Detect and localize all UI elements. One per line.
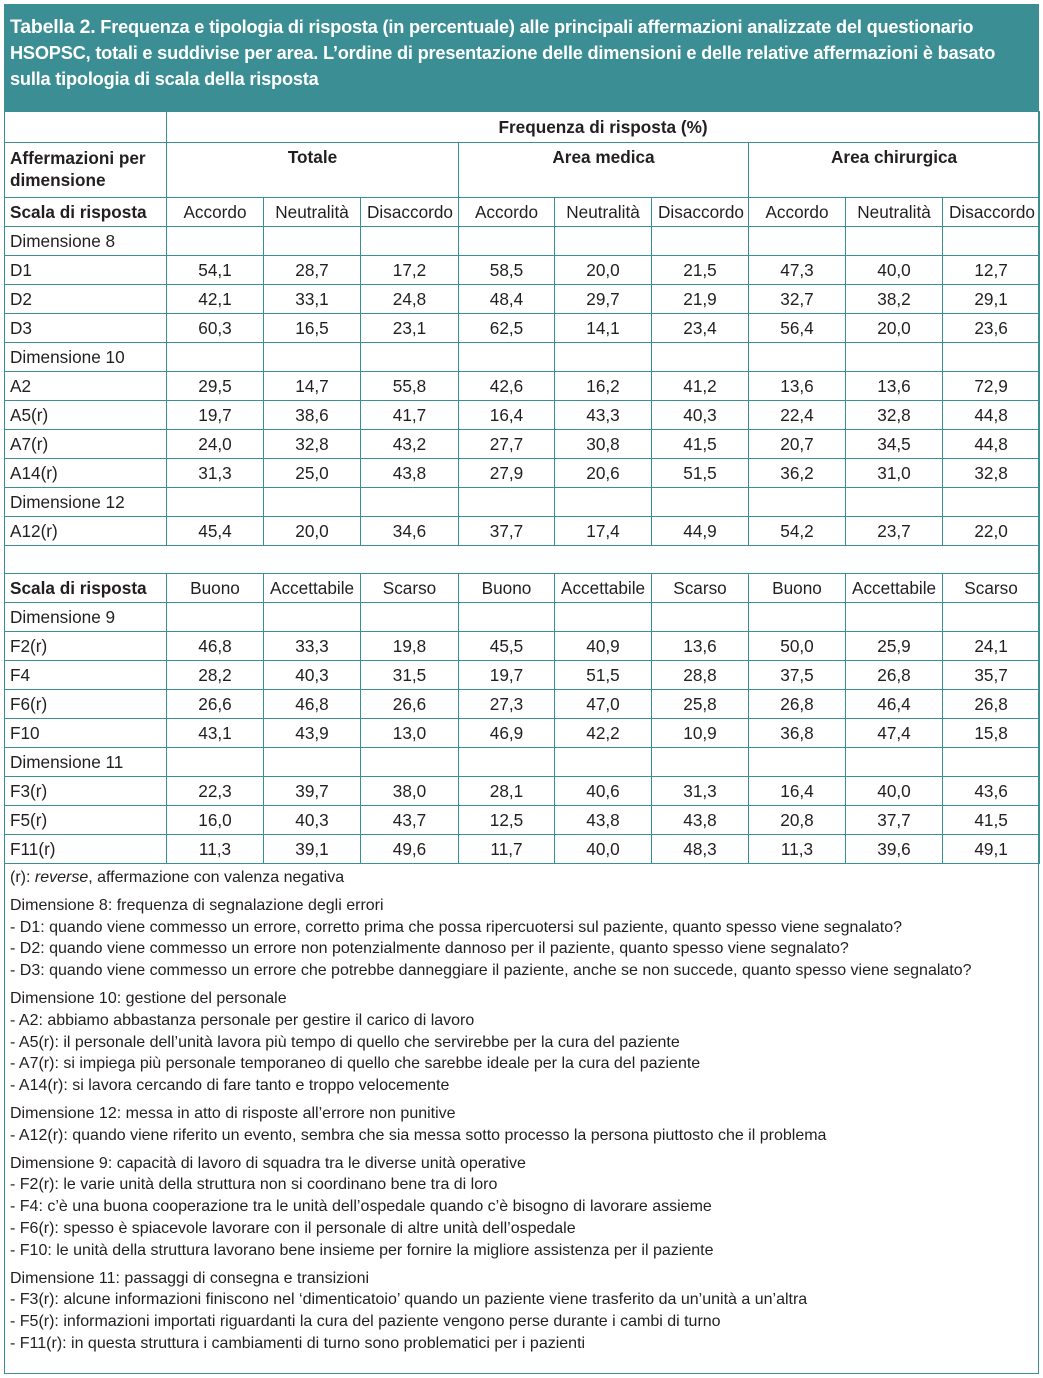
value-cell: 42,6 [459, 372, 555, 401]
value-cell: 32,8 [264, 430, 361, 459]
value-cell: 39,6 [846, 835, 943, 864]
scale-header: Scarso [361, 574, 459, 603]
scale-row [5, 198, 1040, 227]
empty-cell [361, 748, 459, 777]
value-cell: 20,6 [555, 459, 652, 488]
value-cell: 37,5 [749, 661, 846, 690]
value-cell: 55,8 [361, 372, 459, 401]
value-cell: 48,3 [652, 835, 749, 864]
value-cell: 40,0 [555, 835, 652, 864]
empty-cell [749, 343, 846, 372]
value-cell: 33,3 [264, 632, 361, 661]
value-cell: 12,5 [459, 806, 555, 835]
group-header: Area medica [459, 143, 749, 198]
value-cell: 20,0 [846, 314, 943, 343]
scale-header: Accordo [167, 198, 264, 227]
table-row [5, 285, 1040, 314]
value-cell: 43,3 [555, 401, 652, 430]
note-line: - D1: quando viene commesso un errore, corretto prima che possa ripercuotersi sul paziente, quanto spesso viene segnalato? [10, 918, 903, 936]
row-item: F3(r) [5, 777, 167, 806]
value-cell: 25,9 [846, 632, 943, 661]
empty-cell [361, 603, 459, 632]
value-cell: 36,8 [749, 719, 846, 748]
value-cell: 19,7 [167, 401, 264, 430]
scale-header: Buono [167, 574, 264, 603]
value-cell: 26,8 [749, 690, 846, 719]
value-cell: 43,8 [652, 806, 749, 835]
value-cell: 40,3 [264, 661, 361, 690]
row-item: F11(r) [5, 835, 167, 864]
note-line: - F6(r): spesso è spiacevole lavorare con il personale di altre unità dell’ospedale [10, 1219, 576, 1237]
header-row-super [5, 112, 1040, 143]
empty-cell [264, 748, 361, 777]
value-cell: 25,8 [652, 690, 749, 719]
note-group [10, 1153, 1039, 1262]
empty-cell [846, 488, 943, 517]
empty-cell [943, 748, 1040, 777]
corner-cell [5, 112, 167, 143]
section-row [5, 227, 1040, 256]
table-row [5, 430, 1040, 459]
value-cell: 40,3 [652, 401, 749, 430]
value-cell: 17,2 [361, 256, 459, 285]
value-cell: 14,7 [264, 372, 361, 401]
value-cell: 27,3 [459, 690, 555, 719]
value-cell: 49,1 [943, 835, 1040, 864]
value-cell: 38,0 [361, 777, 459, 806]
value-cell: 31,3 [167, 459, 264, 488]
empty-cell [943, 343, 1040, 372]
note-line: - F5(r): informazioni importati riguardanti la cura del paziente vengono perse durante i cambi di turno [10, 1313, 721, 1331]
value-cell: 26,8 [943, 690, 1040, 719]
empty-cell [167, 748, 264, 777]
row-item: A12(r) [5, 517, 167, 546]
value-cell: 40,3 [264, 806, 361, 835]
section-row [5, 603, 1040, 632]
value-cell: 41,5 [652, 430, 749, 459]
header-row-groups [5, 143, 1040, 198]
empty-cell [459, 603, 555, 632]
value-cell: 16,4 [749, 777, 846, 806]
value-cell: 42,1 [167, 285, 264, 314]
scale-header: Neutralità [555, 198, 652, 227]
scale-row [5, 574, 1040, 603]
value-cell: 20,7 [749, 430, 846, 459]
value-cell: 17,4 [555, 517, 652, 546]
value-cell: 20,0 [264, 517, 361, 546]
note-group [10, 1268, 1039, 1355]
group-header: Area chirurgica [749, 143, 1040, 198]
caption-label: Tabella 2. [10, 16, 96, 38]
value-cell: 39,7 [264, 777, 361, 806]
value-cell: 54,2 [749, 517, 846, 546]
row-item: F10 [5, 719, 167, 748]
value-cell: 47,4 [846, 719, 943, 748]
value-cell: 22,3 [167, 777, 264, 806]
row-item: D2 [5, 285, 167, 314]
empty-cell [459, 343, 555, 372]
value-cell: 32,8 [846, 401, 943, 430]
empty-cell [264, 603, 361, 632]
empty-cell [749, 748, 846, 777]
value-cell: 23,4 [652, 314, 749, 343]
scale-header: Disaccordo [943, 198, 1040, 227]
value-cell: 24,8 [361, 285, 459, 314]
value-cell: 20,0 [555, 256, 652, 285]
value-cell: 51,5 [652, 459, 749, 488]
value-cell: 20,8 [749, 806, 846, 835]
empty-cell [749, 603, 846, 632]
reverse-note-word: reverse [34, 869, 89, 886]
empty-cell [555, 488, 652, 517]
empty-cell [846, 227, 943, 256]
empty-cell [749, 227, 846, 256]
value-cell: 28,2 [167, 661, 264, 690]
value-cell: 44,8 [943, 430, 1040, 459]
table-notes [4, 864, 1039, 1355]
note-line: - A2: abbiamo abbastanza personale per gestire il carico di lavoro [10, 1011, 475, 1029]
table-row [5, 459, 1040, 488]
table-caption [4, 4, 1039, 111]
value-cell: 46,9 [459, 719, 555, 748]
data-table [4, 111, 1040, 864]
value-cell: 43,6 [943, 777, 1040, 806]
value-cell: 43,1 [167, 719, 264, 748]
note-line: - A7(r): si impiega più personale temporaneo di quello che sarebbe ideale per la cura del paziente [10, 1055, 701, 1073]
value-cell: 29,7 [555, 285, 652, 314]
note-group [10, 895, 1039, 982]
section-title: Dimensione 10 [5, 343, 167, 372]
value-cell: 16,4 [459, 401, 555, 430]
empty-cell [361, 488, 459, 517]
scale-header: Disaccordo [652, 198, 749, 227]
row-item: A5(r) [5, 401, 167, 430]
section-title: Dimensione 8 [5, 227, 167, 256]
scale-header: Buono [749, 574, 846, 603]
note-group [10, 988, 1039, 1097]
value-cell: 28,1 [459, 777, 555, 806]
note-line: - A12(r): quando viene riferito un evento, sembra che sia messa sotto processo la persona piuttosto che il problema [10, 1126, 827, 1144]
value-cell: 10,9 [652, 719, 749, 748]
empty-cell [943, 488, 1040, 517]
section-row [5, 488, 1040, 517]
value-cell: 43,9 [264, 719, 361, 748]
value-cell: 42,2 [555, 719, 652, 748]
value-cell: 34,6 [361, 517, 459, 546]
value-cell: 22,0 [943, 517, 1040, 546]
value-cell: 45,5 [459, 632, 555, 661]
empty-cell [652, 488, 749, 517]
row-item: A7(r) [5, 430, 167, 459]
scale-label: Scala di risposta [5, 198, 167, 227]
empty-cell [846, 748, 943, 777]
empty-cell [652, 227, 749, 256]
scale-label: Scala di risposta [5, 574, 167, 603]
note-group-title: Dimensione 11: passaggi di consegna e transizioni [10, 1269, 370, 1287]
value-cell: 41,7 [361, 401, 459, 430]
row-label-header: Affermazioni per dimensione [5, 143, 167, 198]
value-cell: 16,0 [167, 806, 264, 835]
row-item: D1 [5, 256, 167, 285]
table-row [5, 835, 1040, 864]
value-cell: 13,6 [652, 632, 749, 661]
value-cell: 36,2 [749, 459, 846, 488]
section-title: Dimensione 9 [5, 603, 167, 632]
value-cell: 47,0 [555, 690, 652, 719]
empty-cell [459, 488, 555, 517]
value-cell: 44,9 [652, 517, 749, 546]
value-cell: 16,2 [555, 372, 652, 401]
table-row [5, 661, 1040, 690]
value-cell: 26,6 [361, 690, 459, 719]
value-cell: 43,8 [361, 459, 459, 488]
note-line: - A14(r): si lavora cercando di fare tanto e troppo velocemente [10, 1077, 450, 1095]
value-cell: 37,7 [846, 806, 943, 835]
value-cell: 35,7 [943, 661, 1040, 690]
scale-header: Scarso [943, 574, 1040, 603]
value-cell: 11,3 [167, 835, 264, 864]
value-cell: 38,6 [264, 401, 361, 430]
value-cell: 40,9 [555, 632, 652, 661]
value-cell: 27,7 [459, 430, 555, 459]
value-cell: 46,4 [846, 690, 943, 719]
value-cell: 13,6 [749, 372, 846, 401]
spacer-cell [5, 546, 1040, 574]
note-line: - F3(r): alcune informazioni finiscono nel ‘dimenticatoio’ quando un paziente viene trasferito da un’unità a un’altra [10, 1291, 808, 1309]
note-group-title: Dimensione 9: capacità di lavoro di squadra tra le diverse unità operative [10, 1154, 526, 1172]
empty-cell [652, 343, 749, 372]
section-title: Dimensione 12 [5, 488, 167, 517]
value-cell: 28,8 [652, 661, 749, 690]
value-cell: 12,7 [943, 256, 1040, 285]
note-group-title: Dimensione 12: messa in atto di risposte all’errore non punitive [10, 1104, 456, 1122]
scale-header: Accettabile [264, 574, 361, 603]
value-cell: 31,0 [846, 459, 943, 488]
value-cell: 24,0 [167, 430, 264, 459]
table-row [5, 777, 1040, 806]
value-cell: 43,2 [361, 430, 459, 459]
empty-cell [846, 343, 943, 372]
scale-header: Accettabile [555, 574, 652, 603]
scale-header: Neutralità [264, 198, 361, 227]
value-cell: 19,8 [361, 632, 459, 661]
scale-header: Neutralità [846, 198, 943, 227]
row-item: D3 [5, 314, 167, 343]
value-cell: 45,4 [167, 517, 264, 546]
value-cell: 41,2 [652, 372, 749, 401]
value-cell: 13,6 [846, 372, 943, 401]
section-title: Dimensione 11 [5, 748, 167, 777]
value-cell: 31,3 [652, 777, 749, 806]
table-row [5, 401, 1040, 430]
note-line: - F2(r): le varie unità della struttura non si coordinano bene tra di loro [10, 1176, 498, 1194]
empty-cell [167, 343, 264, 372]
note-line: - D2: quando viene commesso un errore non potenzialmente dannoso per il paziente, quanto spesso viene segnalato? [10, 940, 849, 958]
value-cell: 72,9 [943, 372, 1040, 401]
empty-cell [167, 603, 264, 632]
value-cell: 23,6 [943, 314, 1040, 343]
value-cell: 29,1 [943, 285, 1040, 314]
empty-cell [555, 227, 652, 256]
value-cell: 39,1 [264, 835, 361, 864]
table-row [5, 690, 1040, 719]
value-cell: 38,2 [846, 285, 943, 314]
section-row [5, 343, 1040, 372]
section-row [5, 748, 1040, 777]
empty-cell [943, 227, 1040, 256]
value-cell: 40,0 [846, 777, 943, 806]
value-cell: 31,5 [361, 661, 459, 690]
value-cell: 27,9 [459, 459, 555, 488]
value-cell: 30,8 [555, 430, 652, 459]
note-line: - F10: le unità della struttura lavorano bene insieme per fornire la migliore assistenza per il paziente [10, 1241, 714, 1259]
note-group-title: Dimensione 8: frequenza di segnalazione degli errori [10, 896, 384, 914]
value-cell: 58,5 [459, 256, 555, 285]
row-item: F4 [5, 661, 167, 690]
value-cell: 44,8 [943, 401, 1040, 430]
value-cell: 34,5 [846, 430, 943, 459]
empty-cell [361, 343, 459, 372]
table-row [5, 517, 1040, 546]
table-row [5, 632, 1040, 661]
value-cell: 23,7 [846, 517, 943, 546]
value-cell: 60,3 [167, 314, 264, 343]
value-cell: 26,8 [846, 661, 943, 690]
empty-cell [459, 227, 555, 256]
empty-cell [361, 227, 459, 256]
value-cell: 41,5 [943, 806, 1040, 835]
value-cell: 37,7 [459, 517, 555, 546]
table-row [5, 806, 1040, 835]
empty-cell [555, 748, 652, 777]
empty-cell [264, 227, 361, 256]
table-row [5, 314, 1040, 343]
value-cell: 32,7 [749, 285, 846, 314]
value-cell: 29,5 [167, 372, 264, 401]
value-cell: 15,8 [943, 719, 1040, 748]
value-cell: 23,1 [361, 314, 459, 343]
empty-cell [459, 748, 555, 777]
value-cell: 11,3 [749, 835, 846, 864]
value-cell: 51,5 [555, 661, 652, 690]
empty-cell [167, 227, 264, 256]
value-cell: 43,8 [555, 806, 652, 835]
value-cell: 14,1 [555, 314, 652, 343]
empty-cell [264, 488, 361, 517]
note-line: - F11(r): in questa struttura i cambiamenti di turno sono problematici per i pazienti [10, 1334, 586, 1352]
value-cell: 19,7 [459, 661, 555, 690]
value-cell: 49,6 [361, 835, 459, 864]
empty-cell [943, 603, 1040, 632]
note-group-title: Dimensione 10: gestione del personale [10, 989, 287, 1007]
reverse-note-suffix: , affermazione con valenza negativa [88, 869, 345, 886]
value-cell: 40,0 [846, 256, 943, 285]
row-item: F2(r) [5, 632, 167, 661]
row-item: F5(r) [5, 806, 167, 835]
value-cell: 54,1 [167, 256, 264, 285]
value-cell: 26,6 [167, 690, 264, 719]
scale-header: Accordo [459, 198, 555, 227]
value-cell: 16,5 [264, 314, 361, 343]
empty-cell [652, 603, 749, 632]
table-row [5, 256, 1040, 285]
table-row [5, 372, 1040, 401]
value-cell: 25,0 [264, 459, 361, 488]
table-row [5, 719, 1040, 748]
note-line: - D3: quando viene commesso un errore che potrebbe danneggiare il paziente, anche se non succede, quanto spesso viene segnalato? [10, 962, 972, 980]
spacer-row [5, 546, 1040, 574]
empty-cell [167, 488, 264, 517]
note-group [10, 1103, 1039, 1147]
value-cell: 48,4 [459, 285, 555, 314]
value-cell: 13,0 [361, 719, 459, 748]
empty-cell [652, 748, 749, 777]
super-header: Frequenza di risposta (%) [167, 112, 1040, 143]
value-cell: 43,7 [361, 806, 459, 835]
empty-cell [846, 603, 943, 632]
note-line: - A5(r): il personale dell’unità lavora più tempo di quello che servirebbe per la cura del paziente [10, 1033, 680, 1051]
value-cell: 46,8 [264, 690, 361, 719]
value-cell: 11,7 [459, 835, 555, 864]
empty-cell [749, 488, 846, 517]
value-cell: 21,5 [652, 256, 749, 285]
value-cell: 22,4 [749, 401, 846, 430]
value-cell: 56,4 [749, 314, 846, 343]
value-cell: 32,8 [943, 459, 1040, 488]
empty-cell [555, 343, 652, 372]
value-cell: 50,0 [749, 632, 846, 661]
scale-header: Accordo [749, 198, 846, 227]
scale-header: Accettabile [846, 574, 943, 603]
value-cell: 40,6 [555, 777, 652, 806]
value-cell: 24,1 [943, 632, 1040, 661]
empty-cell [264, 343, 361, 372]
scale-header: Scarso [652, 574, 749, 603]
value-cell: 62,5 [459, 314, 555, 343]
value-cell: 28,7 [264, 256, 361, 285]
caption-text: Frequenza e tipologia di risposta (in percentuale) alle principali affermazioni analizzate del questionario HSOPSC, totali e suddivise per area. L’ordine di presentazione delle dimensioni e delle relative affermazioni è basato sulla tipologia di scala della risposta [10, 17, 996, 89]
scale-header: Disaccordo [361, 198, 459, 227]
reverse-note-prefix: (r): [10, 869, 35, 886]
note-line: - F4: c’è una buona cooperazione tra le unità dell’ospedale quando c’è bisogno di lavorare assieme [10, 1198, 712, 1216]
empty-cell [555, 603, 652, 632]
row-item: A14(r) [5, 459, 167, 488]
value-cell: 46,8 [167, 632, 264, 661]
group-header: Totale [167, 143, 459, 198]
reverse-note [10, 867, 1039, 889]
value-cell: 47,3 [749, 256, 846, 285]
row-item: F6(r) [5, 690, 167, 719]
value-cell: 33,1 [264, 285, 361, 314]
value-cell: 21,9 [652, 285, 749, 314]
scale-header: Buono [459, 574, 555, 603]
row-item: A2 [5, 372, 167, 401]
